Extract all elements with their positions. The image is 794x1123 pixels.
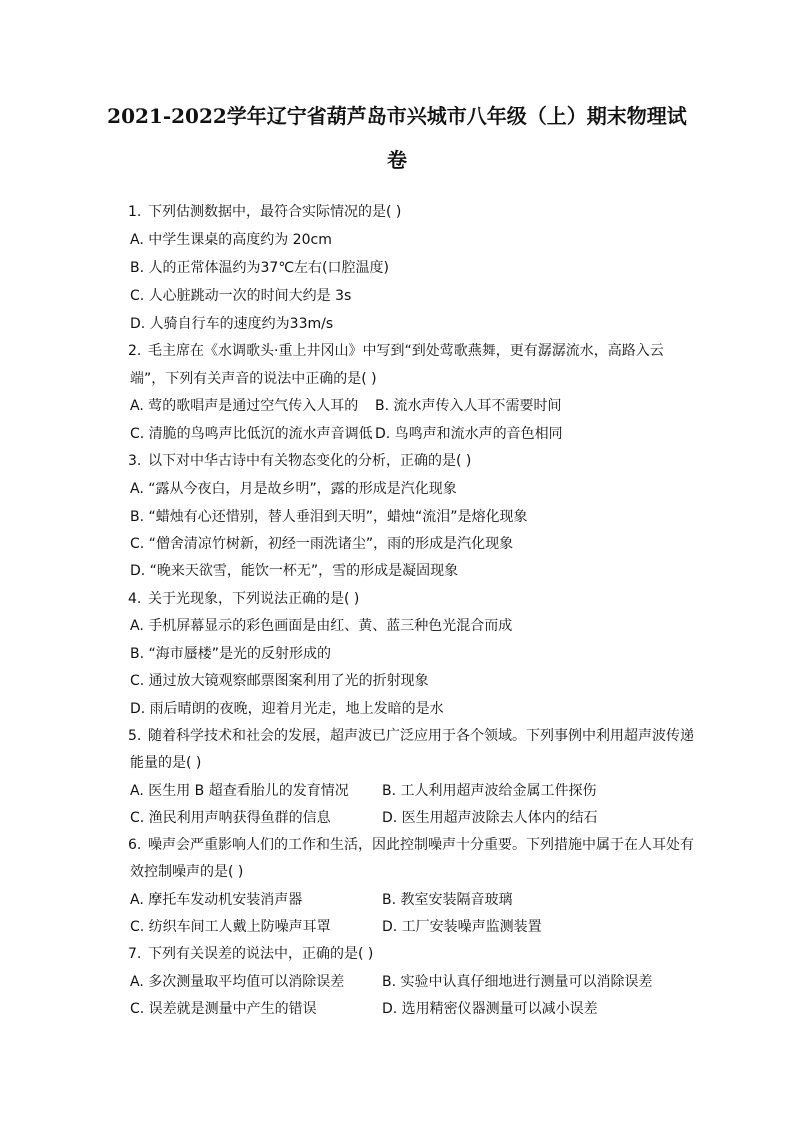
q3-option-a: A. “露从今夜白，月是故乡明”，露的形成是汽化现象 <box>130 481 457 497</box>
title-line-2: 卷 <box>387 148 407 172</box>
question-2-stem <box>128 341 664 361</box>
question-5-stem-cont: 能量的是( ) <box>130 755 202 771</box>
question-4-stem <box>128 589 359 609</box>
q4-option-b: B. “海市蜃楼”是光的反射形成的 <box>130 646 332 662</box>
question-text: 随着科学技术和社会的发展，超声波已广泛应用于各个领域。下列事例中利用超声波传递 <box>148 728 694 744</box>
q6-option-d: D. 工厂安装噪声监测装置 <box>382 919 542 935</box>
question-number: 4. <box>128 591 142 607</box>
q4-option-a: A. 手机屏幕显示的彩色画面是由红、黄、蓝三种色光混合而成 <box>130 618 513 634</box>
q4-option-d: D. 雨后晴朗的夜晚，迎着月光走，地上发暗的是水 <box>130 701 444 717</box>
question-number: 5. <box>128 728 142 744</box>
q3-option-b: B. “蜡烛有心还惜别，替人垂泪到天明”，蜡烛“流泪”是熔化现象 <box>130 509 528 525</box>
question-6-stem-cont: 效控制噪声的是( ) <box>130 864 244 880</box>
q6-option-b: B. 教室安装隔音玻璃 <box>382 892 513 908</box>
question-number: 6. <box>128 837 142 853</box>
q2-option-d: D. 鸟鸣声和流水声的音色相同 <box>375 426 563 442</box>
q1-option-b: B. 人的正常体温约为37℃左右(口腔温度) <box>130 260 389 276</box>
q1-option-d: D. 人骑自行车的速度约为33m/s <box>130 316 334 332</box>
question-text: 下列有关误差的说法中，正确的是( ) <box>148 946 374 962</box>
q4-option-c: C. 通过放大镜观察邮票图案利用了光的折射现象 <box>130 673 429 689</box>
q1-option-c: C. 人心脏跳动一次的时间大约是 3s <box>130 288 352 304</box>
title-line-1: 2021-2022学年辽宁省葫芦岛市兴城市八年级（上）期末物理试 <box>107 104 687 128</box>
question-text: 关于光现象，下列说法正确的是( ) <box>148 591 360 607</box>
q5-option-b: B. 工人利用超声波给金属工件探伤 <box>382 783 597 799</box>
q7-option-c: C. 误差就是测量中产生的错误 <box>130 1001 317 1017</box>
q5-option-d: D. 医生用超声波除去人体内的结石 <box>382 810 598 826</box>
question-1-stem <box>128 202 401 222</box>
q5-option-a: A. 医生用 B 超查看胎儿的发育情况 <box>130 783 349 799</box>
question-2-stem-cont: 端”，下列有关声音的说法中正确的是( ) <box>130 371 377 387</box>
q2-option-b: B. 流水声传入人耳不需要时间 <box>375 398 562 414</box>
q2-option-c: C. 清脆的鸟鸣声比低沉的流水声音调低 <box>130 426 373 442</box>
q7-option-d: D. 选用精密仪器测量可以减小误差 <box>382 1001 598 1017</box>
question-text: 噪声会严重影响人们的工作和生活，因此控制噪声十分重要。下列措施中属于在人耳处有 <box>148 837 694 853</box>
q1-option-a: A. 中学生课桌的高度约为 20cm <box>130 232 332 248</box>
question-7-stem <box>128 944 373 964</box>
q3-option-c: C. “僧舍清凉竹树新，初经一雨洗诸尘”，雨的形成是汽化现象 <box>130 536 514 552</box>
q7-option-b: B. 实验中认真仔细地进行测量可以消除误差 <box>382 974 653 990</box>
question-number: 2. <box>128 343 142 359</box>
question-text: 毛主席在《水调歌头·重上井冈山》中写到“到处莺歌燕舞，更有潺潺流水，高路入云 <box>148 343 664 359</box>
question-number: 1. <box>128 204 142 220</box>
question-6-stem <box>128 835 694 855</box>
question-text: 下列估测数据中，最符合实际情况的是( ) <box>148 204 402 220</box>
q5-option-c: C. 渔民利用声呐获得鱼群的信息 <box>130 810 331 826</box>
q2-option-a: A. 莺的歌唱声是通过空气传入人耳的 <box>130 398 359 414</box>
q7-option-a: A. 多次测量取平均值可以消除误差 <box>130 974 345 990</box>
q6-option-a: A. 摩托车发动机安装消声器 <box>130 892 303 908</box>
question-5-stem <box>128 726 694 746</box>
question-3-stem <box>128 451 471 471</box>
question-number: 7. <box>128 946 142 962</box>
question-number: 3. <box>128 453 142 469</box>
page-title <box>90 94 704 182</box>
q3-option-d: D. “晚来天欲雪，能饮一杯无”，雪的形成是凝固现象 <box>130 563 459 579</box>
question-text: 以下对中华古诗中有关物态变化的分析，正确的是( ) <box>148 453 472 469</box>
q6-option-c: C. 纺织车间工人戴上防噪声耳罩 <box>130 919 331 935</box>
